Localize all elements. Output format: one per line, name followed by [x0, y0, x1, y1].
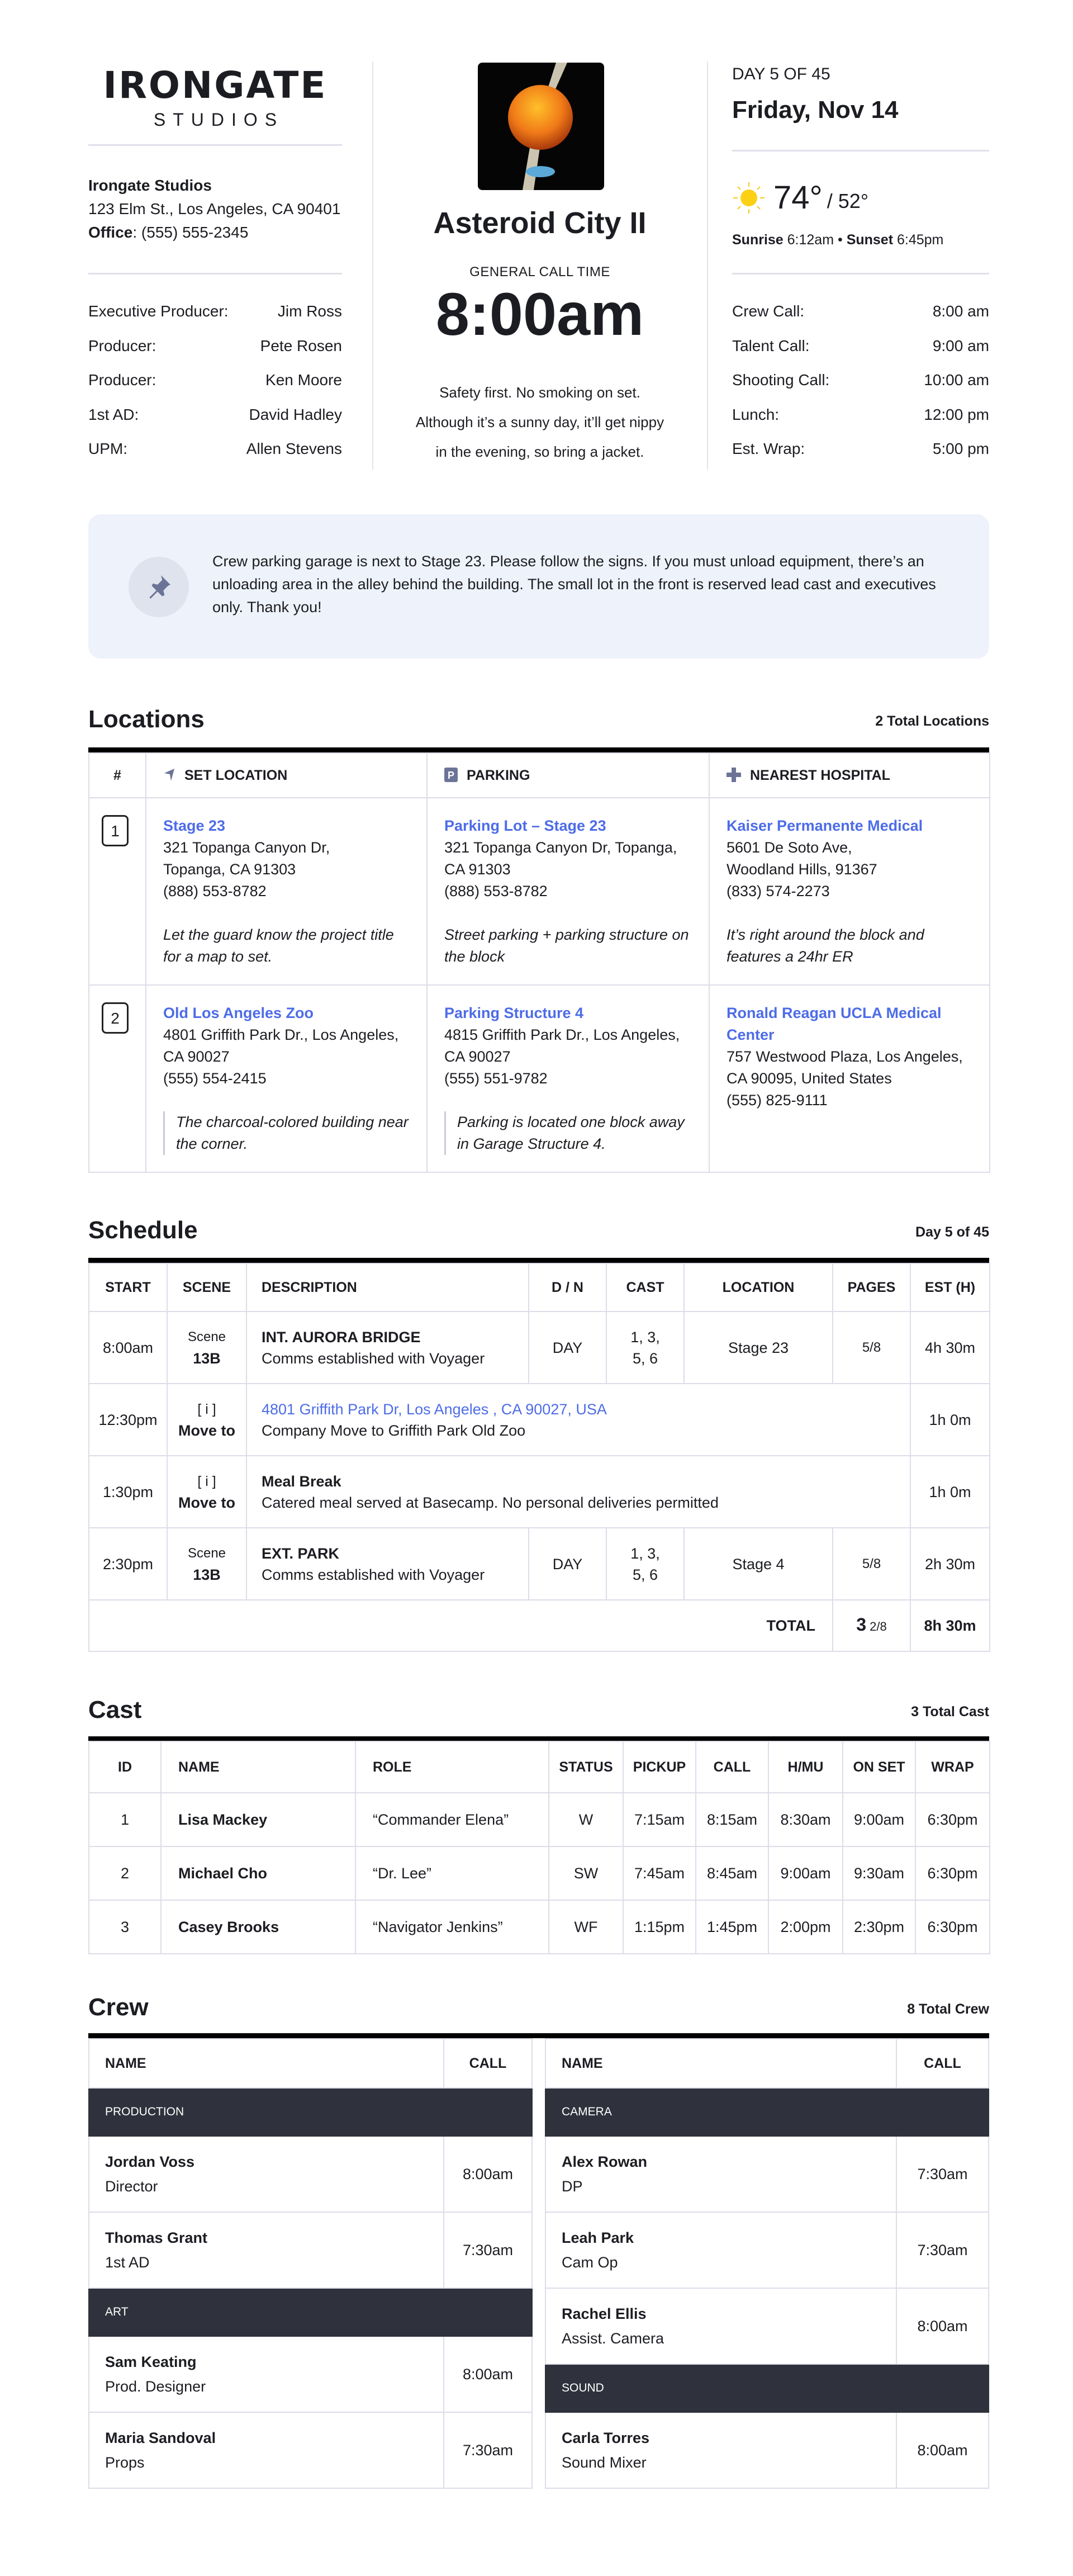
col-label: PARKING — [467, 767, 530, 783]
cast-table — [88, 1741, 990, 1954]
table-header — [89, 1263, 990, 1311]
schedule-row — [89, 1456, 990, 1528]
cast-cell: W — [549, 1793, 623, 1846]
start-time: 1:30pm — [89, 1456, 167, 1528]
col-parking — [427, 753, 709, 798]
parking-icon — [444, 768, 458, 782]
location-set-cell — [146, 798, 427, 985]
staff-role: Producer: — [88, 337, 156, 354]
parking-note: Street parking + parking structure on the block — [444, 926, 689, 965]
crew-row — [89, 2412, 532, 2488]
schedule-row — [89, 1528, 990, 1600]
locations-title: Locations — [88, 705, 205, 733]
cast-cell: 8:15am — [696, 1793, 768, 1846]
estimate: 1h 0m — [910, 1456, 990, 1528]
col-label: NEAREST HOSPITAL — [750, 767, 890, 783]
office-phone: : (555) 555-2345 — [132, 224, 249, 241]
cast-ids: 1, 3, 5, 6 — [606, 1311, 684, 1384]
schedule-table — [88, 1263, 990, 1652]
department-label: SOUND — [545, 2364, 989, 2412]
general-call-time: 8:00am — [435, 280, 644, 348]
staff-row — [88, 371, 342, 390]
schedule-row — [89, 1311, 990, 1384]
parking-name-link[interactable]: Parking Structure 4 — [444, 1005, 584, 1021]
address-link[interactable]: 4801 Griffith Park Dr, Los Angeles , CA 90027, USA — [262, 1400, 607, 1418]
call-row — [732, 371, 989, 390]
address-line: 5601 De Soto Ave, — [727, 839, 852, 856]
cast-ids: 1, 3, 5, 6 — [606, 1528, 684, 1600]
cast-cell: 2:30pm — [843, 1900, 915, 1954]
crew-row — [545, 2136, 989, 2212]
address-line: Woodland Hills, 91367 — [727, 861, 877, 878]
table-header — [89, 2039, 532, 2088]
scene-cell — [167, 1528, 246, 1600]
cast-col-header: ROLE — [355, 1741, 549, 1793]
address-line: CA 90027 — [163, 1048, 230, 1065]
crew-name: Alex Rowan — [562, 2153, 648, 2170]
sunset-time: 6:45pm — [893, 232, 944, 248]
location-set-cell — [146, 985, 427, 1172]
crew-row — [89, 2136, 532, 2212]
production-title: Asteroid City II — [433, 206, 647, 240]
scene-heading: INT. AURORA BRIDGE — [262, 1328, 421, 1346]
cast-cell: 8:30am — [768, 1793, 843, 1846]
crew-call: 7:30am — [444, 2212, 532, 2288]
crew-member-cell — [89, 2412, 444, 2488]
scene-label: Scene — [187, 1545, 226, 1561]
location-number-cell — [89, 985, 146, 1172]
cast-cell: 1:15pm — [623, 1900, 696, 1954]
schedule-col-header: EST (H) — [910, 1263, 990, 1311]
temp-high: 74° — [773, 179, 823, 216]
crew-role: DP — [562, 2178, 583, 2195]
cast-cell: 6:30pm — [915, 1900, 990, 1954]
parking-name-link[interactable]: Parking Lot – Stage 23 — [444, 817, 606, 834]
cast-title: Cast — [88, 1696, 142, 1723]
note-line: Although it’s a sunny day, it’ll get nippy — [415, 414, 664, 430]
crew-name: Leah Park — [562, 2229, 634, 2246]
col-num: # — [89, 753, 146, 798]
schedule-col-header: PAGES — [833, 1263, 910, 1311]
shoot-date: Friday, Nov 14 — [732, 96, 899, 124]
asteroid-poster-image — [478, 63, 604, 190]
location-hospital-cell — [709, 798, 990, 985]
address-line: CA 90095, United States — [727, 1070, 892, 1087]
crew-call: 7:30am — [896, 2212, 989, 2288]
column-divider — [707, 61, 708, 470]
crew-count: 8 Total Crew — [907, 2001, 989, 2017]
crew-call: 8:00am — [444, 2136, 532, 2212]
total-pages-frac: 2/8 — [870, 1620, 887, 1633]
cast-cell: Michael Cho — [161, 1846, 355, 1900]
staff-role: Executive Producer: — [88, 302, 229, 320]
cast-cell: 9:00am — [843, 1793, 915, 1846]
cast-cell: 6:30pm — [915, 1846, 990, 1900]
total-cell — [89, 1600, 833, 1651]
staff-role: UPM: — [88, 440, 127, 457]
location-number: 1 — [102, 815, 129, 846]
total-pages — [833, 1600, 910, 1651]
scene-description: Catered meal served at Basecamp. No personal deliveries permitted — [262, 1494, 719, 1511]
temp-low: / 52° — [827, 189, 869, 212]
hospital-note: It’s right around the block and features a 24hr ER — [727, 926, 924, 965]
department-row — [89, 2088, 532, 2136]
scene-cell — [167, 1456, 246, 1528]
cast-cell: WF — [549, 1900, 623, 1954]
pages: 5/8 — [833, 1528, 910, 1600]
note-line: Safety first. No smoking on set. — [439, 384, 640, 401]
cast-row — [89, 1846, 990, 1900]
call-time: 10:00 am — [924, 371, 989, 389]
crew-name: Maria Sandoval — [105, 2430, 216, 2446]
info-icon: [ i ] — [197, 1473, 216, 1489]
crew-role: Sound Mixer — [562, 2454, 647, 2471]
studio-logo-sub: STUDIOS — [153, 110, 284, 130]
total-label: TOTAL — [766, 1617, 815, 1634]
description-cell — [246, 1384, 910, 1456]
department-row — [545, 2364, 989, 2412]
day-counter: DAY 5 OF 45 — [732, 65, 830, 83]
location-number-cell — [89, 798, 146, 985]
sunset-label: Sunset — [846, 232, 894, 248]
location-row — [89, 985, 990, 1172]
table-header — [89, 1741, 990, 1793]
schedule-col-header: CAST — [606, 1263, 684, 1311]
scene-description: Comms established with Voyager — [262, 1566, 485, 1583]
call-row — [732, 302, 989, 321]
cast-count: 3 Total Cast — [911, 1704, 989, 1720]
crew-member-cell — [545, 2212, 896, 2288]
navigation-arrow-icon — [163, 768, 175, 782]
locations-count: 2 Total Locations — [875, 713, 989, 729]
staff-row — [88, 337, 342, 356]
address-line: 321 Topanga Canyon Dr, Topanga, — [444, 839, 677, 856]
scene-number: Move to — [178, 1494, 235, 1511]
sun-icon — [732, 181, 766, 215]
location-hospital-cell — [709, 985, 990, 1172]
cast-row — [89, 1900, 990, 1954]
crew-name: Thomas Grant — [105, 2229, 208, 2246]
crew-member-cell — [89, 2336, 444, 2412]
schedule-col-header: DESCRIPTION — [246, 1263, 529, 1311]
divider — [88, 273, 342, 274]
crew-role: Props — [105, 2454, 145, 2471]
crew-call: 7:30am — [444, 2412, 532, 2488]
cast-cell: 6:30pm — [915, 1793, 990, 1846]
scene-description: Company Move to Griffith Park Old Zoo — [262, 1422, 526, 1439]
cast-cell: 2 — [89, 1846, 161, 1900]
scene-cell — [167, 1384, 246, 1456]
cast-cell: 3 — [89, 1900, 161, 1954]
crew-call: 8:00am — [896, 2412, 989, 2488]
weather — [732, 179, 868, 216]
address-line: (555) 825-9111 — [727, 1092, 828, 1109]
hospital-name-link[interactable]: Kaiser Permanente Medical — [727, 817, 923, 834]
call-time: 9:00 am — [932, 337, 989, 354]
cast-cell: 1:45pm — [696, 1900, 768, 1954]
address-line: 4801 Griffith Park Dr., Los Angeles, — [163, 1026, 399, 1043]
crew-role: 1st AD — [105, 2254, 150, 2271]
scene-number: 13B — [193, 1349, 221, 1367]
schedule-total-row — [89, 1600, 990, 1651]
day-night: DAY — [529, 1528, 606, 1600]
cast-col-header: CALL — [696, 1741, 768, 1793]
schedule-col-header: LOCATION — [684, 1263, 833, 1311]
call-label: Lunch: — [732, 405, 780, 423]
address-line: 4815 Griffith Park Dr., Los Angeles, — [444, 1026, 680, 1043]
schedule-col-header: START — [89, 1263, 167, 1311]
staff-row — [88, 405, 342, 424]
crew-row — [545, 2288, 989, 2364]
parking-notice — [88, 514, 989, 659]
crew-member-cell — [89, 2136, 444, 2212]
office-label: Office — [88, 224, 133, 241]
schedule-title: Schedule — [88, 1216, 198, 1244]
parking-note: Parking is located one block away in Garage Structure 4. — [444, 1111, 697, 1155]
sunrise-time: 6:12am • — [783, 232, 847, 248]
cast-cell: 9:30am — [843, 1846, 915, 1900]
call-label: Est. Wrap: — [732, 440, 805, 457]
cast-cell: SW — [549, 1846, 623, 1900]
scene-heading: EXT. PARK — [262, 1545, 340, 1562]
address-line: CA 90027 — [444, 1048, 511, 1065]
start-time: 12:30pm — [89, 1384, 167, 1456]
cast-col-header: ON SET — [843, 1741, 915, 1793]
crew-role: Prod. Designer — [105, 2378, 206, 2395]
crew-role: Cam Op — [562, 2254, 618, 2271]
scene-number: 13B — [193, 1566, 221, 1583]
company-office — [88, 224, 248, 242]
call-time: 5:00 pm — [932, 440, 989, 457]
estimate: 2h 30m — [910, 1528, 990, 1600]
table-header — [89, 753, 990, 798]
call-time: 12:00 pm — [924, 405, 989, 423]
day-night: DAY — [529, 1311, 606, 1384]
crew-role: Assist. Camera — [562, 2330, 664, 2347]
staff-name: David Hadley — [249, 405, 342, 423]
address-line: 321 Topanga Canyon Dr, — [163, 839, 330, 856]
location: Stage 23 — [684, 1311, 833, 1384]
department-label: PRODUCTION — [89, 2088, 532, 2136]
crew-name: Jordan Voss — [105, 2153, 195, 2170]
staff-name: Jim Ross — [277, 302, 342, 320]
section-rule — [88, 747, 989, 752]
cast-row — [89, 1793, 990, 1846]
staff-name: Pete Rosen — [260, 337, 342, 354]
crew-col-call: CALL — [444, 2039, 532, 2088]
cast-col-header: WRAP — [915, 1741, 990, 1793]
call-row — [732, 337, 989, 356]
crew-call: 8:00am — [896, 2288, 989, 2364]
location-parking-cell — [427, 985, 709, 1172]
crew-row — [89, 2212, 532, 2288]
pages: 5/8 — [833, 1311, 910, 1384]
crew-call: 8:00am — [444, 2336, 532, 2412]
crew-title: Crew — [88, 1993, 149, 2021]
staff-role: Producer: — [88, 371, 156, 389]
estimate: 1h 0m — [910, 1384, 990, 1456]
address-line: (833) 574-2273 — [727, 883, 830, 899]
cast-cell: 7:15am — [623, 1793, 696, 1846]
scene-label: Scene — [187, 1329, 226, 1344]
crew-member-cell — [545, 2288, 896, 2364]
call-row — [732, 439, 989, 458]
crew-member-cell — [545, 2412, 896, 2488]
schedule-col-header: SCENE — [167, 1263, 246, 1311]
address-line: (888) 553-8782 — [444, 883, 548, 899]
schedule-col-header: D / N — [529, 1263, 606, 1311]
col-set-location — [146, 753, 427, 798]
crew-name: Sam Keating — [105, 2354, 197, 2370]
crew-member-cell — [545, 2136, 896, 2212]
call-label: Shooting Call: — [732, 371, 830, 389]
staff-name: Ken Moore — [265, 371, 342, 389]
call-label: Crew Call: — [732, 302, 805, 320]
cast-cell: 7:45am — [623, 1846, 696, 1900]
cast-col-header: ID — [89, 1741, 161, 1793]
sun-times — [732, 232, 943, 248]
staff-row — [88, 439, 342, 458]
production-notes — [373, 378, 707, 467]
address-line: (555) 551-9782 — [444, 1070, 548, 1087]
total-estimate: 8h 30m — [910, 1600, 990, 1651]
cast-cell: Casey Brooks — [161, 1900, 355, 1954]
crew-row — [545, 2412, 989, 2488]
location-parking-cell — [427, 798, 709, 985]
staff-name: Allen Stevens — [246, 440, 342, 457]
cast-col-header: NAME — [161, 1741, 355, 1793]
locations-table — [88, 752, 990, 1173]
notice-text: Crew parking garage is next to Stage 23. Please follow the signs. If you must unload equipment, there’s an unloading area in the alley behind the building. The small lot in the front is reserved lead cast and executives only. Thank you! — [212, 553, 936, 615]
department-label: CAMERA — [545, 2088, 989, 2136]
crew-col-name: NAME — [89, 2039, 444, 2088]
cast-cell: “Navigator Jenkins” — [355, 1900, 549, 1954]
set-name-link[interactable]: Old Los Angeles Zoo — [163, 1005, 314, 1021]
address-line: (888) 553-8782 — [163, 883, 267, 899]
set-note: Let the guard know the project title for a map to set. — [163, 926, 394, 965]
scene-number: Move to — [178, 1422, 235, 1439]
note-line: in the evening, so bring a jacket. — [435, 443, 644, 460]
call-label: Talent Call: — [732, 337, 810, 354]
department-row — [89, 2288, 532, 2336]
company-address: 123 Elm St., Los Angeles, CA 90401 — [88, 200, 341, 217]
crew-table-left — [88, 2038, 533, 2489]
description-cell — [246, 1311, 529, 1384]
estimate: 4h 30m — [910, 1311, 990, 1384]
crew-name: Carla Torres — [562, 2430, 650, 2446]
cast-cell: 8:45am — [696, 1846, 768, 1900]
cast-cell: 2:00pm — [768, 1900, 843, 1954]
description-cell — [246, 1528, 529, 1600]
department-label: ART — [89, 2288, 532, 2336]
address-line: CA 91303 — [444, 861, 511, 878]
col-label: SET LOCATION — [184, 767, 288, 783]
cast-col-header: STATUS — [549, 1741, 623, 1793]
cast-cell: Lisa Mackey — [161, 1793, 355, 1846]
schedule-count: Day 5 of 45 — [915, 1224, 989, 1240]
crew-call: 7:30am — [896, 2136, 989, 2212]
call-time: 8:00 am — [932, 302, 989, 320]
address-line: 757 Westwood Plaza, Los Angeles, — [727, 1048, 963, 1065]
cast-col-header: H/MU — [768, 1741, 843, 1793]
call-row — [732, 405, 989, 424]
hospital-name-link[interactable]: Ronald Reagan UCLA Medical Center — [727, 1005, 942, 1043]
crew-role: Director — [105, 2178, 158, 2195]
crew-name: Rachel Ellis — [562, 2305, 647, 2322]
pushpin-icon — [129, 557, 189, 617]
address-line: (555) 554-2415 — [163, 1070, 267, 1087]
start-time: 2:30pm — [89, 1528, 167, 1600]
cast-cell: 9:00am — [768, 1846, 843, 1900]
location-row — [89, 798, 990, 985]
scene-heading: Meal Break — [262, 1472, 341, 1490]
divider — [88, 144, 342, 146]
staff-row — [88, 302, 342, 321]
start-time: 8:00am — [89, 1311, 167, 1384]
col-hospital — [709, 753, 990, 798]
location-number: 2 — [102, 1002, 129, 1034]
section-rule — [88, 1258, 989, 1263]
crew-col-call: CALL — [896, 2039, 989, 2088]
scene-description: Comms established with Voyager — [262, 1349, 485, 1367]
divider — [732, 273, 989, 274]
cast-cell: “Commander Elena” — [355, 1793, 549, 1846]
address-line: Topanga, CA 91303 — [163, 861, 296, 878]
crew-member-cell — [89, 2212, 444, 2288]
svg-text:P: P — [447, 769, 455, 781]
crew-table-right — [545, 2038, 989, 2489]
total-pages-whole: 3 — [856, 1614, 867, 1635]
scene-cell — [167, 1311, 246, 1384]
location: Stage 4 — [684, 1528, 833, 1600]
department-row — [545, 2088, 989, 2136]
medical-cross-icon — [727, 768, 741, 782]
cast-col-header: PICKUP — [623, 1741, 696, 1793]
crew-row — [89, 2336, 532, 2412]
staff-role: 1st AD: — [88, 405, 139, 423]
section-rule — [88, 2033, 989, 2038]
divider — [732, 150, 989, 151]
cast-cell: 1 — [89, 1793, 161, 1846]
studio-logo: IRONGATE — [103, 64, 327, 107]
company-name: Irongate Studios — [88, 177, 212, 194]
table-header — [545, 2039, 989, 2088]
crew-row — [545, 2212, 989, 2288]
set-name-link[interactable]: Stage 23 — [163, 817, 226, 834]
schedule-row — [89, 1384, 990, 1456]
sunrise-label: Sunrise — [732, 232, 784, 248]
description-cell — [246, 1456, 910, 1528]
cast-cell: “Dr. Lee” — [355, 1846, 549, 1900]
info-icon: [ i ] — [197, 1401, 216, 1417]
set-note: The charcoal-colored building near the corner. — [163, 1111, 415, 1155]
general-call-label: GENERAL CALL TIME — [469, 264, 610, 280]
crew-col-name: NAME — [545, 2039, 896, 2088]
